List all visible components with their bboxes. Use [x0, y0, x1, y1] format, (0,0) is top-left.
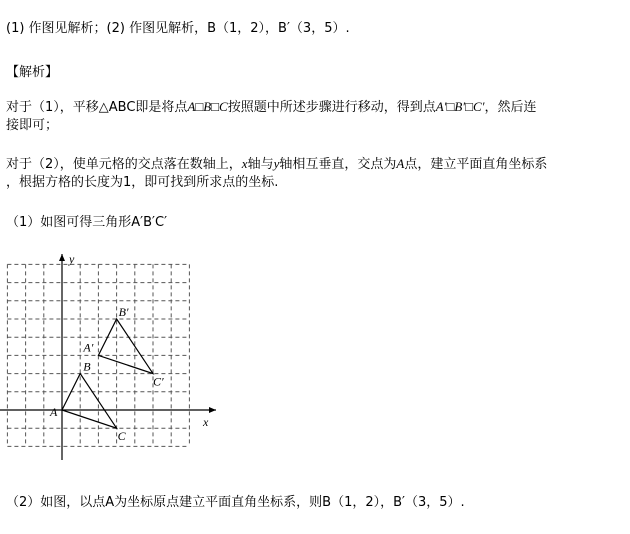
point-label: A	[50, 405, 58, 419]
part-2-statement: （2）如图，以点A为坐标原点建立平面直角坐标系，则B（1，2），B′（3，5）.	[6, 495, 465, 510]
y-axis-arrow	[59, 254, 65, 261]
analysis-paragraph-1: 对于（1），平移△ABC即是将点A□B□C按照题中所述步骤进行移动，得到点A′□B′□C′，然后连	[6, 99, 537, 115]
point-label: B′	[118, 305, 129, 319]
analysis-paragraph-2: 对于（2），使单元格的交点落在数轴上，x轴与y轴相互垂直，交点为A点，建立平面直角坐标系	[6, 156, 548, 172]
analysis-header: 【解析】	[6, 65, 59, 80]
analysis-paragraph-1-cont: 接即可；	[6, 118, 59, 133]
y-axis-label: y	[69, 252, 75, 266]
axes	[0, 252, 216, 460]
coordinate-grid-figure	[0, 248, 230, 460]
point-labels	[49, 305, 164, 443]
x-axis-label: x	[203, 415, 209, 429]
triangle-1	[62, 374, 117, 429]
answer-line: (1) 作图见解析；(2) 作图见解析，B（1，2），B′（3，5）.	[6, 21, 350, 36]
part-1-statement: （1）如图可得三角形A′B′C′	[6, 215, 168, 230]
point-label: A′	[83, 340, 94, 355]
point-label: B	[83, 359, 91, 374]
point-label: C′	[153, 374, 164, 389]
triangle-2	[98, 319, 153, 374]
x-axis-arrow	[209, 407, 216, 413]
point-label: C	[117, 429, 126, 444]
analysis-paragraph-2-cont: ，根据方格的长度为1，即可找到所求点的坐标.	[6, 175, 279, 190]
